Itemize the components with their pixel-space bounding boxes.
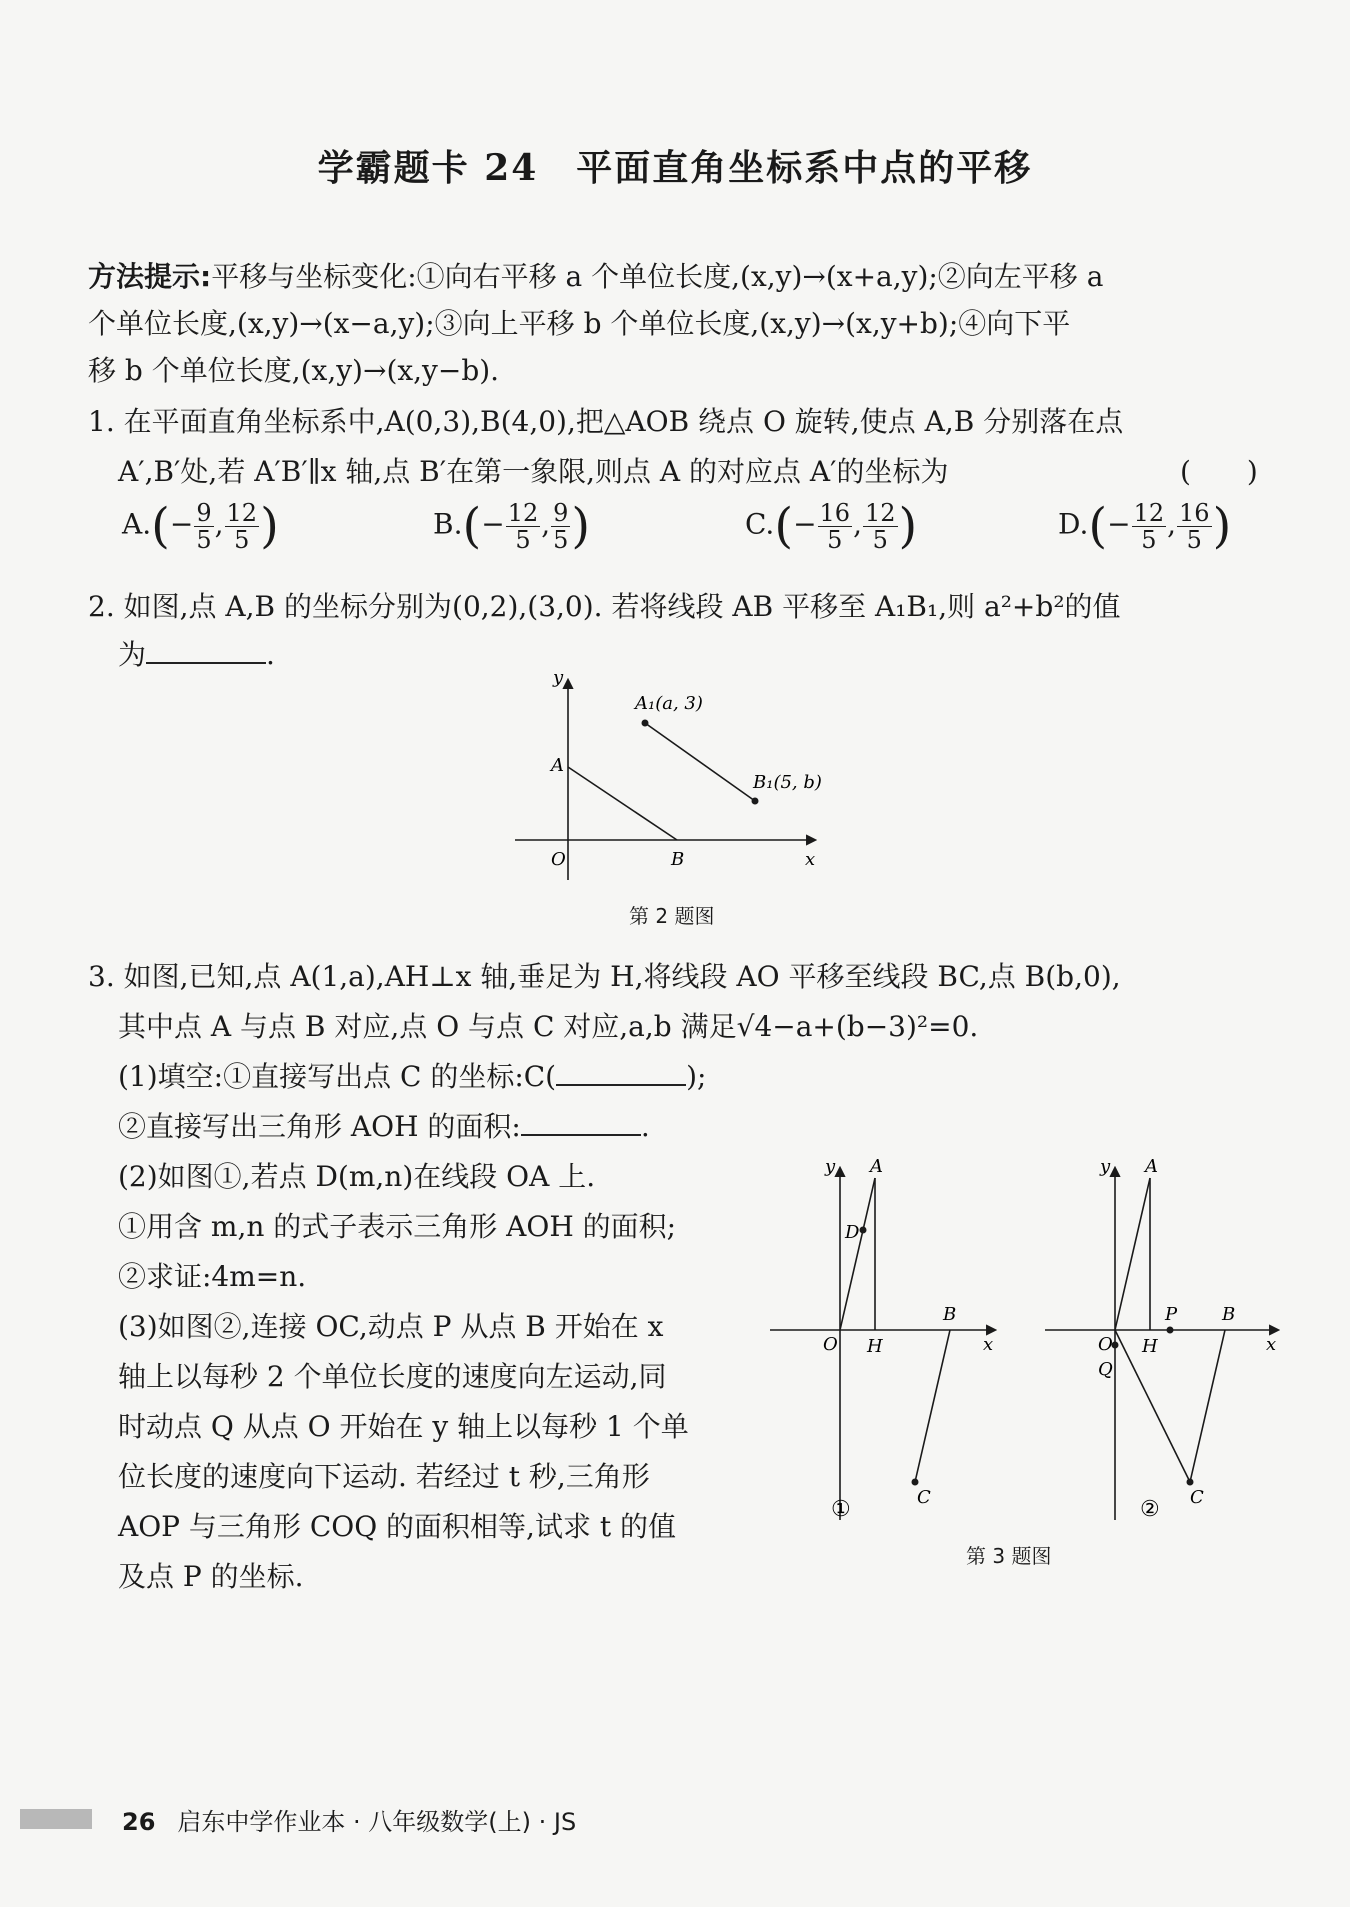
option-sign: − — [793, 507, 817, 541]
fraction — [551, 500, 570, 553]
option-letter: A. — [122, 507, 152, 541]
method-tip-label: 方法提示: — [88, 260, 212, 293]
q2-prefix: 为 — [118, 638, 147, 671]
fraction — [863, 500, 898, 553]
q3-part2: (2)如图①,若点 D(m,n)在线段 OA 上. — [118, 1160, 596, 1193]
q1-option-c: C.(− $\frac{16}{5}$ , $\frac{12}{5}$ ) — [745, 498, 918, 554]
point-b1 — [752, 798, 759, 805]
method-tip-line-3: 移 b 个单位长度,(x,y)→(x,y−b). — [88, 354, 500, 387]
point-d-label: D — [845, 1222, 860, 1243]
point-b-label: B — [1222, 1304, 1236, 1325]
fraction — [1177, 500, 1212, 553]
numerator: 12 — [1133, 498, 1165, 527]
point-c — [1187, 1479, 1194, 1486]
q3-part1b — [118, 1105, 650, 1145]
denominator: 5 — [827, 525, 843, 554]
q2-suffix: . — [266, 638, 275, 671]
q3-part1a-suffix: ); — [686, 1060, 707, 1093]
q3-part2a: ①用含 m,n 的式子表示三角形 AOH 的面积; — [118, 1210, 677, 1243]
point-c-label: C — [1190, 1487, 1204, 1508]
x-axis-label: x — [1266, 1334, 1277, 1355]
segment-oa — [1115, 1178, 1150, 1330]
option-letter: B. — [433, 507, 463, 541]
point-b1-label: B₁(5, b) — [753, 772, 822, 793]
option-letter: D. — [1058, 507, 1089, 541]
y-axis-label: y — [825, 1156, 836, 1177]
denominator: 5 — [553, 525, 569, 554]
numerator: 16 — [1179, 498, 1210, 527]
denominator: 5 — [515, 525, 531, 554]
q3-part3-line-6: 及点 P 的坐标. — [118, 1560, 304, 1593]
point-p-label: P — [1165, 1304, 1178, 1325]
segment-a1b1 — [645, 723, 755, 801]
point-h-label: H — [867, 1336, 883, 1357]
q3-part1b-text: ②直接写出三角形 AOH 的面积: — [118, 1110, 521, 1143]
fraction — [1132, 500, 1167, 553]
point-d — [860, 1227, 867, 1234]
fraction — [506, 500, 541, 553]
method-tip-line-1 — [88, 255, 1103, 295]
fraction — [225, 500, 260, 553]
y-axis-label: y — [553, 667, 564, 688]
point-a1-label: A₁(a, 3) — [635, 693, 703, 714]
q3-part3-line-2: 轴上以每秒 2 个单位长度的速度向左运动,同 — [118, 1360, 667, 1393]
q1-option-a: A.(− $\frac{9}{5}$ , $\frac{12}{5}$ ) — [122, 498, 279, 554]
point-b-label: B — [671, 849, 685, 870]
q3-line-2: 其中点 A 与点 B 对应,点 O 与点 C 对应,a,b 满足√4−a+(b−3)²=0. — [118, 1010, 979, 1043]
origin-label: O — [823, 1334, 838, 1355]
q2-line-2 — [118, 633, 275, 673]
point-c — [912, 1479, 919, 1486]
page-number: 26 — [122, 1808, 156, 1836]
option-sign: − — [1107, 507, 1131, 541]
numerator: 9 — [196, 498, 212, 527]
origin-label: O — [551, 849, 566, 870]
segment-bc — [915, 1330, 950, 1482]
denominator: 5 — [1141, 525, 1157, 554]
origin-label: O — [1098, 1334, 1113, 1355]
footer-text: 启东中学作业本 · 八年级数学(上) · JS — [177, 1808, 577, 1836]
q3-figure-caption: 第 3 题图 — [966, 1544, 1052, 1568]
denominator: 5 — [872, 525, 888, 554]
fraction — [818, 500, 853, 553]
segment-bc — [1190, 1330, 1225, 1482]
q3-part3-line-1: (3)如图②,连接 OC,动点 P 从点 B 开始在 x — [118, 1310, 664, 1343]
q3-figure-2 — [1040, 1150, 1285, 1530]
numerator: 16 — [819, 498, 851, 527]
point-b-label: B — [943, 1304, 957, 1325]
q2-answer-blank[interactable] — [146, 636, 266, 664]
q3-part3-line-5: AOP 与三角形 COQ 的面积相等,试求 t 的值 — [118, 1510, 677, 1543]
numerator: 9 — [553, 498, 569, 527]
fraction — [194, 500, 213, 553]
q1-option-b: B.(− $\frac{12}{5}$ , $\frac{9}{5}$ ) — [433, 498, 591, 554]
point-h-label: H — [1142, 1336, 1158, 1357]
option-sign: − — [169, 507, 194, 541]
denominator: 5 — [1186, 525, 1202, 554]
q3-part1b-suffix: . — [640, 1110, 650, 1143]
figure-number-1: ① — [831, 1497, 851, 1522]
q3-part3-line-4: 位长度的速度向下运动. 若经过 t 秒,三角形 — [118, 1460, 650, 1493]
segment-oa — [840, 1178, 875, 1330]
denominator: 5 — [234, 525, 250, 554]
point-a-label: A — [551, 755, 564, 776]
q3-part1a-text: (1)填空:①直接写出点 C 的坐标:C( — [118, 1060, 557, 1093]
method-tip-line-2: 个单位长度,(x,y)→(x−a,y);③向上平移 b 个单位长度,(x,y)→(x,y+b);④向下平 — [88, 307, 1071, 340]
q3-part3-line-3: 时动点 Q 从点 O 开始在 y 轴上以每秒 1 个单 — [118, 1410, 689, 1443]
q1-line-2: A′,B′处,若 A′B′∥x 轴,点 B′在第一象限,则点 A 的对应点 A′的坐标为 — [118, 455, 949, 488]
page-footer — [122, 1802, 576, 1837]
point-p — [1167, 1327, 1174, 1334]
q3-area-blank[interactable] — [521, 1108, 641, 1136]
page-title: 学霸题卡 24 平面直角坐标系中点的平移 — [317, 147, 1033, 189]
q3-figure-1 — [765, 1150, 1015, 1530]
q3-coordinate-blank[interactable] — [556, 1058, 686, 1086]
numerator: 12 — [864, 498, 896, 527]
option-letter: C. — [745, 507, 775, 541]
q2-line-1: 2. 如图,点 A,B 的坐标分别为(0,2),(3,0). 若将线段 AB 平移至 A₁B₁,则 a²+b²的值 — [88, 590, 1121, 623]
point-a-label: A — [870, 1156, 883, 1177]
point-a1 — [642, 720, 649, 727]
denominator: 5 — [196, 525, 212, 554]
figure-number-2: ② — [1140, 1497, 1160, 1522]
numerator: 12 — [507, 498, 539, 527]
q2-figure — [515, 665, 835, 890]
point-c-label: C — [917, 1487, 931, 1508]
y-axis-label: y — [1100, 1156, 1111, 1177]
q1-answer-bracket: ( ) — [1180, 455, 1258, 488]
numerator: 12 — [226, 498, 258, 527]
q3-part1a — [118, 1055, 706, 1095]
x-axis-label: x — [805, 849, 816, 870]
point-q-label: Q — [1098, 1359, 1113, 1380]
x-axis-label: x — [983, 1334, 994, 1355]
q3-part2b: ②求证:4m=n. — [118, 1260, 307, 1293]
point-a-label: A — [1145, 1156, 1158, 1177]
q1-line-1: 1. 在平面直角坐标系中,A(0,3),B(4,0),把△AOB 绕点 O 旋转,使点 A,B 分别落在点 — [88, 405, 1124, 438]
method-tip-text-1: 平移与坐标变化:①向右平移 a 个单位长度,(x,y)→(x+a,y);②向左平移 a — [211, 260, 1104, 293]
option-sign: − — [481, 507, 505, 541]
segment-ab — [568, 767, 677, 840]
footer-bar — [20, 1809, 92, 1829]
q3-line-1: 3. 如图,已知,点 A(1,a),AH⊥x 轴,垂足为 H,将线段 AO 平移至线段 BC,点 B(b,0), — [88, 960, 1121, 993]
q2-figure-caption: 第 2 题图 — [629, 904, 715, 928]
q1-option-d: D.(− $\frac{12}{5}$ , $\frac{16}{5}$ ) — [1058, 498, 1232, 554]
